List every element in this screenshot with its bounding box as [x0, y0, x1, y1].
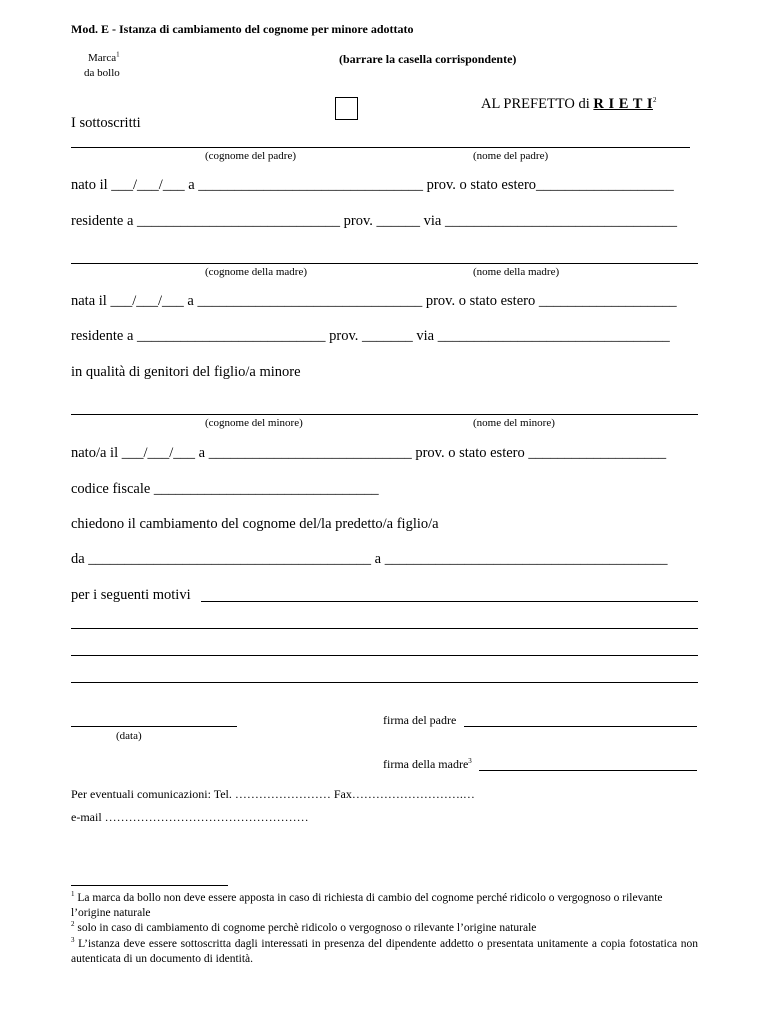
nome-madre-caption: (nome della madre): [473, 266, 560, 278]
codice-fiscale-line[interactable]: codice fiscale _______________________________: [71, 481, 379, 497]
cognome-minore-caption: (cognome del minore): [205, 417, 303, 429]
footnote-3: [71, 937, 698, 967]
footnote-2-number: 2: [71, 920, 75, 929]
footnote-1-number: 1: [71, 890, 75, 899]
motivi-line-4[interactable]: [71, 682, 698, 683]
comunicazioni-line[interactable]: Per eventuali comunicazioni: Tel. …………………… Fax……………………….…: [71, 787, 475, 801]
firma-padre-line[interactable]: [464, 726, 697, 727]
stamp-label: [88, 52, 120, 64]
motivi-line-2[interactable]: [71, 628, 698, 629]
footnote-ref-1: 1: [116, 50, 120, 59]
footnote-ref-3: 3: [468, 757, 472, 765]
cognome-padre-caption: (cognome del padre): [205, 150, 297, 162]
footnote-1-text: La marca da bollo non deve essere apposta in caso di richiesta di cambio del cognome perché ridicolo o vergognoso o rilevante l’origine naturale: [71, 892, 663, 919]
chiedono-label: chiedono il cambiamento del cognome del/la predetto/a figlio/a: [71, 516, 439, 532]
stamp-label-line2: da bollo: [84, 67, 120, 79]
footnote-2: [71, 921, 698, 936]
cognome-madre-caption: (cognome della madre): [205, 266, 308, 278]
data-line[interactable]: [71, 726, 237, 727]
data-caption: (data): [116, 730, 142, 742]
madre-birth-line[interactable]: nata il ___/___/___ a _______________________________ prov. o stato estero ___________________: [71, 293, 677, 309]
footnote-separator: [71, 885, 228, 886]
footnote-ref-2: 2: [652, 96, 657, 105]
nome-minore-caption: (nome del minore): [473, 417, 555, 429]
padre-name-line[interactable]: [71, 147, 690, 148]
firma-padre-label: firma del padre: [383, 713, 457, 727]
firma-madre-text: firma della madre: [383, 757, 469, 771]
madre-residence-line[interactable]: residente a __________________________ prov. _______ via ________________________________: [71, 328, 670, 344]
form-title: Mod. E - Istanza di cambiamento del cognome per minore adottato: [71, 22, 414, 36]
da-a-line[interactable]: da _______________________________________ a _______________________________________: [71, 551, 668, 567]
madre-name-line[interactable]: [71, 263, 698, 264]
nome-padre-caption: (nome del padre): [473, 150, 549, 162]
minore-birth-line[interactable]: nato/a il ___/___/___ a ____________________________ prov. o stato estero ___________________: [71, 445, 667, 461]
motivi-line-3[interactable]: [71, 655, 698, 656]
email-line[interactable]: e-mail ……………………………………………: [71, 810, 309, 824]
checkbox-instruction: (barrare la casella corrispondente): [339, 52, 517, 66]
prefetto-prefix: AL PREFETTO di: [481, 96, 590, 112]
firma-madre-line[interactable]: [479, 770, 697, 771]
footnote-2-text: solo in caso di cambiamento di cognome perchè ridicolo o vergognoso o rilevante l’origine naturale: [77, 922, 537, 934]
prefetto-address: [481, 96, 656, 113]
motivi-line-1[interactable]: [201, 601, 698, 602]
prefetto-checkbox[interactable]: [335, 97, 358, 120]
minore-name-line[interactable]: [71, 414, 698, 415]
motivi-label: per i seguenti motivi: [71, 587, 191, 603]
footnote-3-text: L’istanza deve essere sottoscritta dagli interessati in presenza del dipendente addetto o presentata unitamente a copia fotostatica non autenticata di un documento di identità.: [71, 938, 698, 965]
sottoscritti-label: I sottoscritti: [71, 115, 141, 131]
qualita-label: in qualità di genitori del figlio/a minore: [71, 364, 301, 380]
firma-madre-label: [383, 757, 472, 772]
padre-birth-line[interactable]: nato il ___/___/___ a _______________________________ prov. o stato estero___________________: [71, 177, 674, 193]
prefetto-city: R I E T I: [593, 96, 653, 112]
footnote-1: [71, 891, 698, 921]
stamp-label-line1: Marca: [88, 52, 117, 64]
padre-residence-line[interactable]: residente a ____________________________ prov. ______ via ________________________________: [71, 213, 677, 229]
footnote-3-number: 3: [71, 936, 75, 945]
